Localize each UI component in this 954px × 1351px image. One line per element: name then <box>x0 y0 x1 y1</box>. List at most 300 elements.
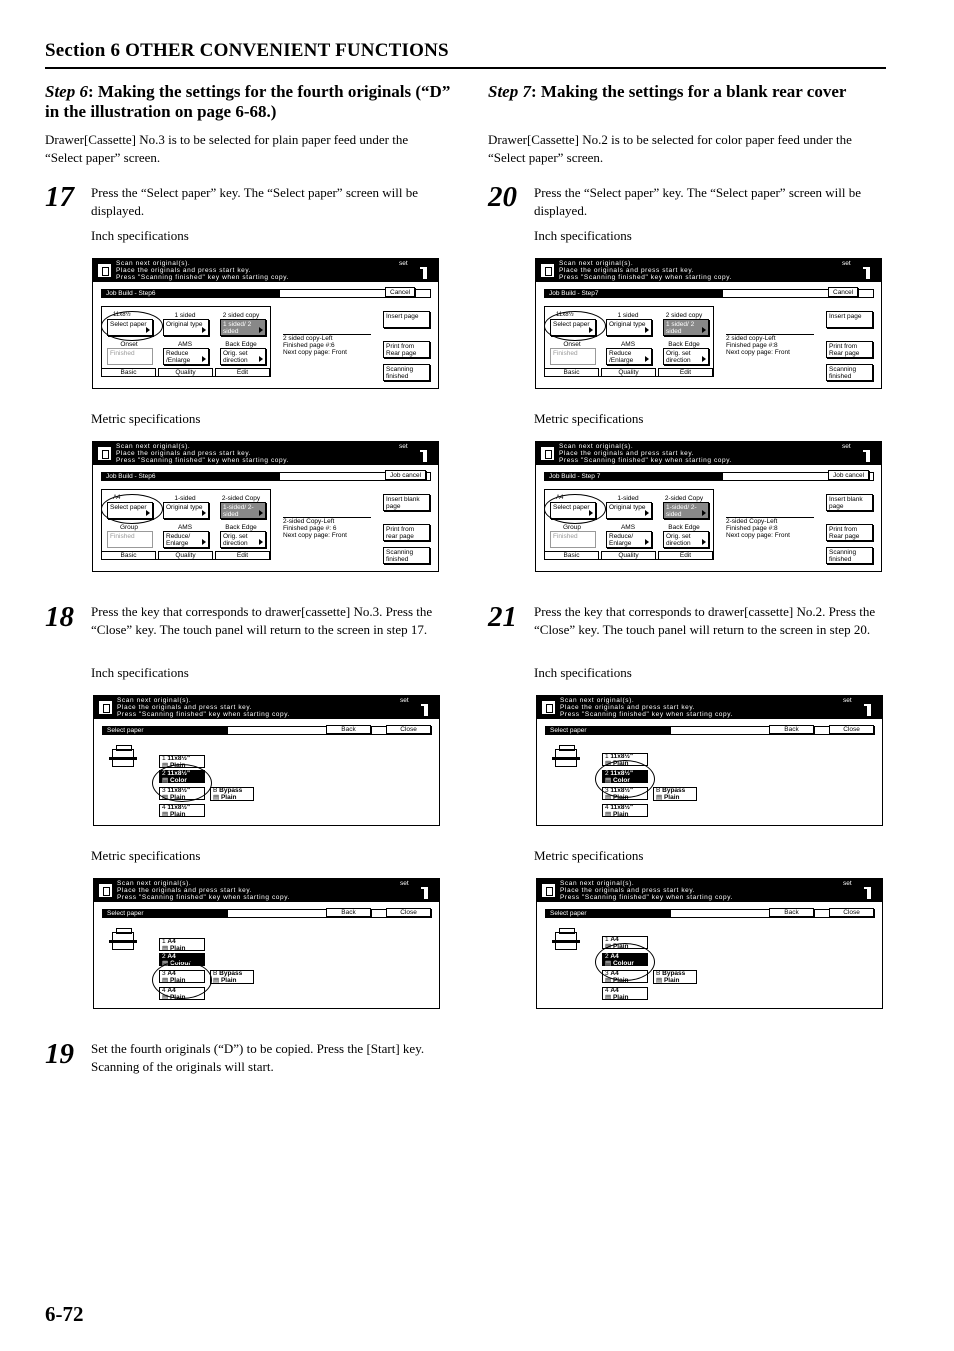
step7-label: Step 7 <box>488 82 531 101</box>
drawer-size: 11x8½" <box>610 770 634 777</box>
drawer-1-button[interactable]: 1 11x8½" ▤ Plain <box>602 753 648 766</box>
arrow-icon <box>702 510 706 516</box>
back-edge-label: Back Edge <box>225 524 257 531</box>
orig-direction-button[interactable] <box>663 348 709 365</box>
inch-spec-label: Inch specifications <box>91 228 189 243</box>
copier-icon <box>98 700 113 715</box>
duplex-label: 1 sided/ 2 sided <box>666 321 695 335</box>
drawer-size: A4 <box>610 970 619 977</box>
step-number-17: 17 <box>45 181 74 213</box>
msg-line: Scan next original(s). <box>116 260 191 267</box>
duplex-label: 1-sided/ 2-sided <box>223 504 254 518</box>
sided1-label: 1-sided <box>617 495 639 502</box>
tab-edit[interactable]: Edit <box>658 368 713 377</box>
close-button[interactable]: Close <box>829 725 874 734</box>
arrow-icon <box>645 356 649 362</box>
title-bar <box>544 472 874 481</box>
duplex-label: 1 sided/ 2 sided <box>223 321 252 335</box>
drawer-4-button[interactable]: 4 11x8½" ▤ Plain <box>602 804 648 817</box>
info-line: 2 sided copy-Left <box>283 335 333 342</box>
back-button[interactable]: Back <box>769 725 814 734</box>
drawer-type: Plain <box>169 976 186 984</box>
job-build-panel-metric-step6 <box>92 441 439 572</box>
drawer-2-button[interactable]: 2 11x8½" ▤ Color <box>159 770 205 783</box>
step6-heading <box>45 82 455 122</box>
orig-direction-label: Orig. set direction <box>223 350 248 364</box>
copier-icon <box>540 446 555 461</box>
set-indicator: set <box>400 880 409 887</box>
copier-icon <box>97 446 112 461</box>
duplex-label: 1-sided/ 2-sided <box>666 504 697 518</box>
msg-line: Place the originals and press start key. <box>117 887 253 894</box>
info-line: Next copy page: Front <box>283 532 347 539</box>
msg-line: Press "Scanning finished" key when starting copy. <box>560 894 733 901</box>
select-paper-label: Select paper <box>110 504 147 511</box>
sided2-label: 2-sided Copy <box>221 495 261 502</box>
select-paper-panel-metric-left <box>93 878 440 1009</box>
select-paper-panel-inch-right <box>536 695 883 826</box>
reduce-enlarge-button[interactable] <box>163 348 209 365</box>
finished-button[interactable]: Finished <box>107 348 153 365</box>
scanning-finished-button[interactable]: Scanning finished <box>826 547 873 564</box>
drawer-type: Plain <box>169 944 186 952</box>
bypass-label: Bypass <box>219 970 243 977</box>
sided1-label: 1 sided <box>617 312 639 319</box>
title-bar <box>545 909 875 918</box>
paper-size-label: A4 <box>556 495 564 501</box>
title-bar <box>544 289 874 298</box>
job-info <box>283 517 371 539</box>
bypass-type: Plain <box>220 793 237 801</box>
original-type-label: Original type <box>166 504 203 511</box>
arrow-icon <box>202 539 206 545</box>
scanning-finished-button[interactable]: Scanning finished <box>826 364 873 381</box>
duplex-button[interactable] <box>220 502 266 519</box>
info-line: Finished page #:6 <box>283 342 335 349</box>
arrow-icon <box>702 539 706 545</box>
copier-diagram-icon <box>112 932 134 950</box>
drawer-type: Plain <box>612 942 629 950</box>
orig-direction-button[interactable] <box>220 531 266 548</box>
msg-line: Press "Scanning finished" key when starting copy. <box>116 274 289 281</box>
paper-size-label: 11x8½ <box>556 312 574 318</box>
sided2-label: 2 sided copy <box>222 312 260 319</box>
back-edge-label: Back Edge <box>668 524 700 531</box>
select-paper-label: Select paper <box>110 321 147 328</box>
select-paper-label: Select paper <box>553 321 590 328</box>
metric-spec-label: Metric specifications <box>534 411 644 426</box>
highlight-circle <box>595 943 655 981</box>
msg-line: Scan next original(s). <box>116 443 191 450</box>
step-number-19: 19 <box>45 1038 74 1070</box>
msg-line: Place the originals and press start key. <box>559 267 695 274</box>
tab-quality[interactable]: Quality <box>158 368 213 377</box>
highlight-circle <box>544 311 606 341</box>
drawer-2-button[interactable]: 2 A4 ▤ Colour <box>602 953 648 966</box>
drawer-type: Plain <box>169 793 186 801</box>
arrow-icon <box>202 510 206 516</box>
copier-icon <box>97 263 112 278</box>
step7-intro: Drawer[Cassette] No.2 is to be selected for color paper feed under the “Select paper” screen. <box>488 132 852 165</box>
step-number-21: 21 <box>488 601 517 633</box>
sided1-label: 1 sided <box>174 312 196 319</box>
step19-text: Set the fourth originals (“D”) to be copied. Press the [Start] key. Scanning of the originals will start. <box>91 1041 425 1074</box>
job-info <box>726 517 814 539</box>
duplex-button[interactable] <box>220 319 266 336</box>
insert-page-button[interactable]: Insert blank page <box>826 494 873 511</box>
insert-page-button[interactable]: Insert page <box>826 311 873 328</box>
metric-spec-label: Metric specifications <box>91 848 201 863</box>
orig-direction-label: Orig. set direction <box>666 533 691 547</box>
msg-line: Press "Scanning finished" key when starting copy. <box>117 711 290 718</box>
drawer-size: 11x8½" <box>167 755 191 762</box>
back-button[interactable]: Back <box>326 908 371 917</box>
panel-message-bar <box>536 442 881 465</box>
info-line: 2-sided Copy-Left <box>283 518 335 525</box>
highlight-circle <box>544 494 606 524</box>
drawer-4-button[interactable]: 4 A4 ▤ Plain <box>159 987 205 1000</box>
bypass-type: Plain <box>220 976 237 984</box>
set-indicator: set <box>842 443 851 450</box>
job-build-panel-metric-step7 <box>535 441 882 572</box>
msg-line: Scan next original(s). <box>117 880 192 887</box>
panel-message-bar <box>93 442 438 465</box>
drawer-3-button[interactable]: 3 A4 ▤ Plain <box>159 970 205 983</box>
screen-title: Job Build - Step6 <box>102 290 280 297</box>
screen-title: Job Build - Step7 <box>545 290 723 297</box>
step7-heading <box>488 82 888 102</box>
finished-button[interactable]: Finished <box>550 348 596 365</box>
copier-icon <box>541 883 556 898</box>
metric-spec-label: Metric specifications <box>91 411 201 426</box>
counter-icon <box>866 450 870 462</box>
msg-line: Press "Scanning finished" key when starting copy. <box>559 274 732 281</box>
drawer-type: Plain <box>612 810 629 818</box>
sort-label: Group <box>119 524 139 531</box>
close-button[interactable]: Close <box>386 725 431 734</box>
msg-line: Scan next original(s). <box>559 260 634 267</box>
original-type-button[interactable] <box>163 319 209 336</box>
screen-title: Select paper <box>103 910 228 917</box>
tab-basic[interactable]: Basic <box>544 551 599 560</box>
cancel-button[interactable]: Cancel <box>828 287 858 297</box>
counter-icon <box>867 887 871 899</box>
duplex-button[interactable] <box>663 502 709 519</box>
set-indicator: set <box>399 260 408 267</box>
step-number-20: 20 <box>488 181 517 213</box>
drawer-size: 11x8½" <box>167 787 191 794</box>
copier-diagram-icon <box>555 932 577 950</box>
reduce-enlarge-button[interactable] <box>606 531 652 548</box>
sided1-label: 1-sided <box>174 495 196 502</box>
print-rear-button[interactable]: Print from rear page <box>383 524 430 541</box>
drawer-1-button[interactable]: 1 A4 ▤ Plain <box>159 938 205 951</box>
arrow-icon <box>202 356 206 362</box>
copier-icon <box>540 263 555 278</box>
drawer-size: 11x8½" <box>610 804 634 811</box>
drawer-type: Plain <box>169 993 186 1001</box>
drawer-size: 11x8½" <box>167 804 191 811</box>
insert-page-button[interactable]: Insert page <box>383 311 430 328</box>
panel-message-bar <box>537 879 882 902</box>
bypass-button[interactable]: B Bypass ▤ Plain <box>653 970 697 984</box>
screen-title: Select paper <box>546 727 671 734</box>
print-rear-button[interactable]: Print from Rear page <box>826 524 873 541</box>
metric-spec-label: Metric specifications <box>534 848 644 863</box>
drawer-2-button[interactable]: 2 A4 ▤ Colour <box>159 953 205 966</box>
tab-quality[interactable]: Quality <box>601 368 656 377</box>
drawer-type: Plain <box>169 810 186 818</box>
set-indicator: set <box>400 697 409 704</box>
ams-label: AMS <box>620 524 636 531</box>
sort-label: Group <box>562 524 582 531</box>
title-bar <box>102 726 432 735</box>
bypass-label: Bypass <box>662 787 686 794</box>
set-indicator: set <box>843 697 852 704</box>
bypass-type: Plain <box>663 976 680 984</box>
msg-line: Press "Scanning finished" key when starting copy. <box>117 894 290 901</box>
arrow-icon <box>702 327 706 333</box>
header-rule <box>45 67 886 69</box>
msg-line: Scan next original(s). <box>559 443 634 450</box>
tab-quality[interactable]: Quality <box>601 551 656 560</box>
info-line: Next copy page: Front <box>283 349 347 356</box>
bypass-label: Bypass <box>219 787 243 794</box>
print-rear-button[interactable]: Print from Rear page <box>826 341 873 358</box>
msg-line: Place the originals and press start key. <box>559 450 695 457</box>
arrow-icon <box>645 510 649 516</box>
screen-title: Select paper <box>546 910 671 917</box>
counter-icon <box>424 704 428 716</box>
job-build-panel-inch-step7 <box>535 258 882 389</box>
msg-line: Scan next original(s). <box>560 697 635 704</box>
msg-line: Place the originals and press start key. <box>116 450 252 457</box>
drawer-size: A4 <box>610 987 619 994</box>
section-header: Section 6 OTHER CONVENIENT FUNCTIONS <box>45 40 449 61</box>
reduce-label: Reduce /Enlarge <box>166 350 191 364</box>
close-button[interactable]: Close <box>386 908 431 917</box>
drawer-size: A4 <box>167 938 176 945</box>
cancel-button[interactable]: Cancel <box>385 287 415 297</box>
drawer-type: Colour <box>169 959 191 967</box>
screen-title: Select paper <box>103 727 228 734</box>
counter-icon <box>424 887 428 899</box>
job-info <box>283 334 371 356</box>
scanning-finished-button[interactable]: Scanning finished <box>383 364 430 381</box>
original-type-label: Original type <box>166 321 203 328</box>
step20-text: Press the “Select paper” key. The “Select paper” screen will be displayed. <box>534 185 862 218</box>
drawer-size: A4 <box>167 953 176 960</box>
select-paper-panel-inch-left <box>93 695 440 826</box>
scanning-finished-button[interactable]: Scanning finished <box>383 547 430 564</box>
original-type-label: Original type <box>609 504 646 511</box>
panel-message-bar <box>94 879 439 902</box>
step7-title: : Making the settings for a blank rear cover <box>530 82 847 101</box>
arrow-icon <box>702 356 706 362</box>
tab-edit[interactable]: Edit <box>215 368 270 377</box>
arrow-icon <box>259 327 263 333</box>
bypass-type: Plain <box>663 793 680 801</box>
title-bar <box>101 289 431 298</box>
reduce-label: Reduce /Enlarge <box>609 350 634 364</box>
info-line: 2 sided copy-Left <box>726 335 776 342</box>
reduce-label: Reduce/ Enlarge <box>166 533 191 547</box>
original-type-label: Original type <box>609 321 646 328</box>
drawer-3-button[interactable]: 3 11x8½" ▤ Plain <box>602 787 648 800</box>
msg-line: Scan next original(s). <box>560 880 635 887</box>
back-button[interactable]: Back <box>769 908 814 917</box>
tab-basic[interactable]: Basic <box>101 368 156 377</box>
panel-message-bar <box>93 259 438 282</box>
copier-diagram-icon <box>112 749 134 767</box>
ams-label: AMS <box>177 524 193 531</box>
reduce-enlarge-button[interactable] <box>163 531 209 548</box>
bypass-button[interactable]: B Bypass ▤ Plain <box>210 787 254 801</box>
ams-label: AMS <box>177 341 193 348</box>
tab-quality[interactable]: Quality <box>158 551 213 560</box>
title-bar <box>101 472 431 481</box>
step6-intro: Drawer[Cassette] No.3 is to be selected for plain paper feed under the “Select paper” screen. <box>45 132 409 165</box>
cancel-button[interactable]: Job cancel <box>828 470 869 480</box>
info-line: 2-sided Copy-Left <box>726 518 778 525</box>
sided2-label: 2-sided Copy <box>664 495 704 502</box>
info-line: Finished page #:8 <box>726 342 778 349</box>
inch-spec-label: Inch specifications <box>534 228 632 243</box>
paper-size-label: A4 <box>113 495 121 501</box>
info-line: Next copy page: Front <box>726 349 790 356</box>
counter-icon <box>423 450 427 462</box>
tab-edit[interactable]: Edit <box>215 551 270 560</box>
drawer-size: A4 <box>167 970 176 977</box>
msg-line: Press "Scanning finished" key when starting copy. <box>559 457 732 464</box>
info-line: Next copy page: Front <box>726 532 790 539</box>
reduce-enlarge-button[interactable] <box>606 348 652 365</box>
msg-line: Scan next original(s). <box>117 697 192 704</box>
drawer-type: Colour <box>612 959 634 967</box>
drawer-size: 11x8½" <box>167 770 191 777</box>
inch-spec-label: Inch specifications <box>91 665 189 680</box>
panel-message-bar <box>94 696 439 719</box>
msg-line: Place the originals and press start key. <box>560 704 696 711</box>
step-number-18: 18 <box>45 601 74 633</box>
arrow-icon <box>259 356 263 362</box>
copier-icon <box>98 883 113 898</box>
drawer-4-button[interactable]: 4 A4 ▤ Plain <box>602 987 648 1000</box>
arrow-icon <box>259 539 263 545</box>
original-type-button[interactable] <box>606 502 652 519</box>
msg-line: Place the originals and press start key. <box>117 704 253 711</box>
drawer-type: Plain <box>612 976 629 984</box>
step17-text: Press the “Select paper” key. The “Select paper” screen will be displayed. <box>91 185 419 218</box>
arrow-icon <box>202 327 206 333</box>
drawer-4-button[interactable]: 4 11x8½" ▤ Plain <box>159 804 205 817</box>
bypass-button[interactable]: B Bypass ▤ Plain <box>653 787 697 801</box>
job-build-panel-inch-step6 <box>92 258 439 389</box>
back-edge-label: Back Edge <box>225 341 257 348</box>
original-type-button[interactable] <box>163 502 209 519</box>
highlight-circle <box>101 494 163 524</box>
drawer-3-button[interactable]: 3 A4 ▤ Plain <box>602 970 648 983</box>
drawer-size: A4 <box>167 987 176 994</box>
tab-basic[interactable]: Basic <box>544 368 599 377</box>
cancel-button[interactable]: Job cancel <box>385 470 426 480</box>
screen-title: Job Build - Step 7 <box>545 473 723 480</box>
orig-direction-button[interactable] <box>663 531 709 548</box>
panel-message-bar <box>536 259 881 282</box>
sided2-label: 2 sided copy <box>665 312 703 319</box>
duplex-button[interactable] <box>663 319 709 336</box>
panel-message-bar <box>537 696 882 719</box>
orig-direction-label: Orig. set direction <box>666 350 691 364</box>
original-type-button[interactable] <box>606 319 652 336</box>
orig-direction-label: Orig. set direction <box>223 533 248 547</box>
page-number: 6-72 <box>45 1302 84 1326</box>
insert-page-button[interactable]: Insert blank page <box>383 494 430 511</box>
sort-label: Onset <box>120 341 138 348</box>
orig-direction-button[interactable] <box>220 348 266 365</box>
drawer-1-button[interactable]: 1 A4 ▤ Plain <box>602 936 648 949</box>
drawer-type: Color <box>169 776 187 784</box>
msg-line: Place the originals and press start key. <box>116 267 252 274</box>
back-button[interactable]: Back <box>326 725 371 734</box>
select-paper-panel-metric-right <box>536 878 883 1009</box>
drawer-type: Color <box>612 776 630 784</box>
tab-edit[interactable]: Edit <box>658 551 713 560</box>
info-line: Finished page #: 6 <box>283 525 337 532</box>
screen-title: Job Build - Step6 <box>102 473 280 480</box>
highlight-circle <box>101 311 163 341</box>
drawer-1-button[interactable]: 1 11x8½" ▤ Plain <box>159 755 205 768</box>
job-info <box>726 334 814 356</box>
drawer-size: A4 <box>610 936 619 943</box>
tab-basic[interactable]: Basic <box>101 551 156 560</box>
bypass-button[interactable]: B Bypass ▤ Plain <box>210 970 254 984</box>
reduce-label: Reduce/ Enlarge <box>609 533 634 547</box>
counter-icon <box>866 267 870 279</box>
sort-label: Onset <box>563 341 581 348</box>
close-button[interactable]: Close <box>829 908 874 917</box>
step21-text: Press the key that corresponds to drawer[cassette] No.2. Press the “Close” key. The touch panel will return to the screen in step 20. <box>534 604 876 637</box>
finished-button[interactable]: Finished <box>550 531 596 548</box>
title-bar <box>545 726 875 735</box>
drawer-type: Plain <box>612 993 629 1001</box>
msg-line: Place the originals and press start key. <box>560 887 696 894</box>
step6-label: Step 6 <box>45 82 88 101</box>
finished-button[interactable]: Finished <box>107 531 153 548</box>
counter-icon <box>867 704 871 716</box>
step6-title: : Making the settings for the fourth originals (“D” in the illustration on page 6-68.) <box>45 82 451 121</box>
drawer-3-button[interactable]: 3 11x8½" ▤ Plain <box>159 787 205 800</box>
paper-size-label: 11x8½ <box>113 312 131 318</box>
arrow-icon <box>645 539 649 545</box>
set-indicator: set <box>399 443 408 450</box>
drawer-size: 11x8½" <box>610 753 634 760</box>
arrow-icon <box>259 510 263 516</box>
drawer-type: Plain <box>169 761 186 769</box>
inch-spec-label: Inch specifications <box>534 665 632 680</box>
select-paper-label: Select paper <box>553 504 590 511</box>
msg-line: Press "Scanning finished" key when starting copy. <box>560 711 733 718</box>
copier-icon <box>541 700 556 715</box>
set-indicator: set <box>842 260 851 267</box>
print-rear-button[interactable]: Print from Rear page <box>383 341 430 358</box>
drawer-size: 11x8½" <box>610 787 634 794</box>
bypass-label: Bypass <box>662 970 686 977</box>
drawer-type: Plain <box>612 759 629 767</box>
title-bar <box>102 909 432 918</box>
drawer-2-button[interactable]: 2 11x8½" ▤ Color <box>602 770 648 783</box>
highlight-circle <box>152 961 212 999</box>
